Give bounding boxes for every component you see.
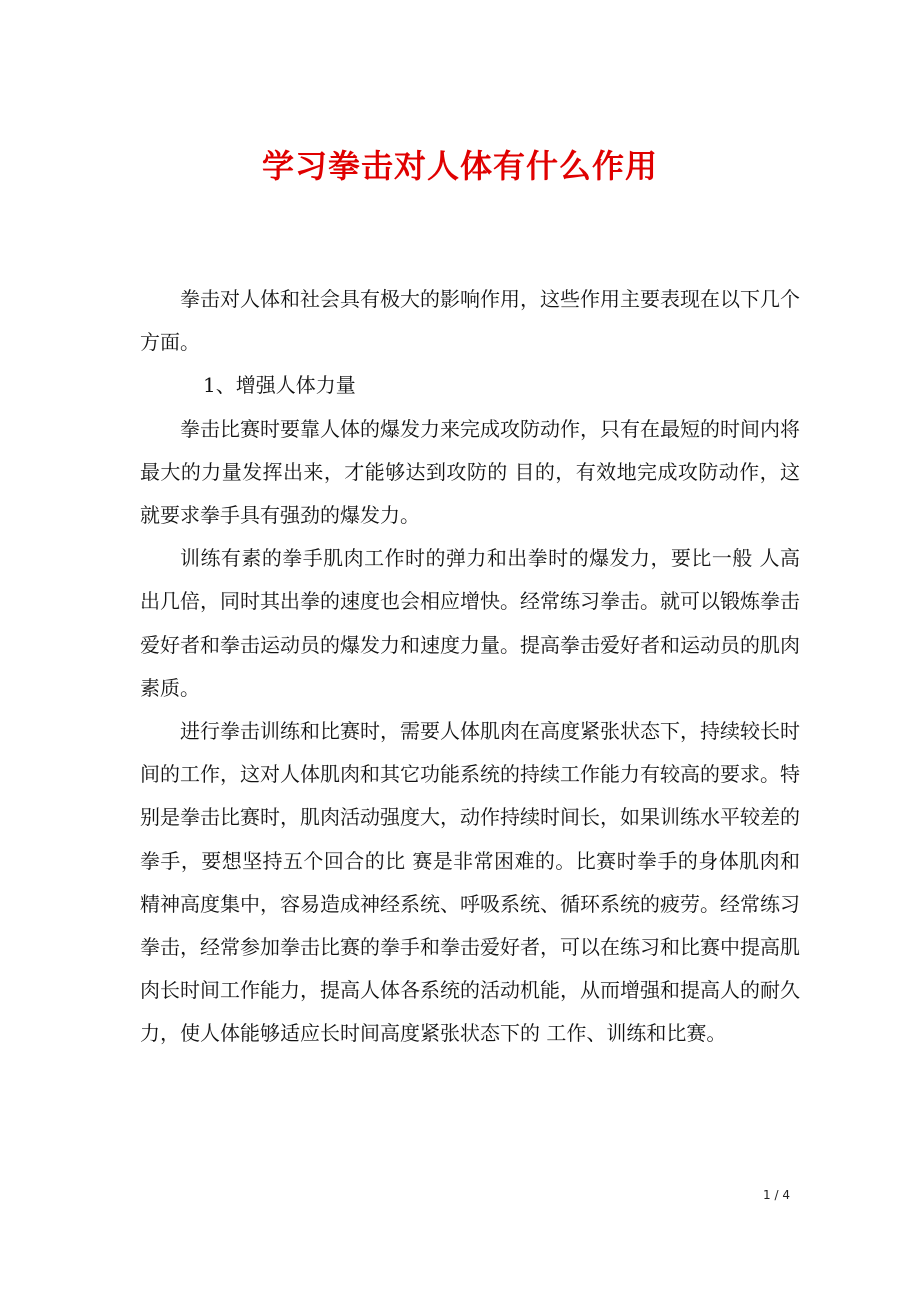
page-number: 1 / 4	[763, 1188, 790, 1202]
paragraph-intro: 拳击对人体和社会具有极大的影响作用，这些作用主要表现在以下几个方面。	[140, 287, 800, 355]
paragraph-explosive-power: 拳击比赛时要靠人体的爆发力来完成攻防动作，只有在最短的时间内将最大的力量发挥出来，才能够达到攻防的 目的，有效地完成攻防动作，这就要求拳手具有强劲的爆发力。	[140, 416, 800, 528]
document-title: 学习拳击对人体有什么作用	[261, 147, 658, 185]
paragraph-endurance: 进行拳击训练和比赛时，需要人体肌肉在高度紧张状态下，持续较长时间的工作，这对人体肌肉和其它功能系统的持续工作能力有较高的要求。特别是拳击比赛时，肌肉活动强度大，动作持续时间长，如果训练水平较差的拳手，要想坚持五个回合的比 赛是非常困难的。比赛时拳手的身体肌肉和精神高度集中，容易造成神经系统、呼吸系统、循环系统的疲劳。经常练习拳击，经常参加拳击比赛的拳手和拳击爱好者，可以在练习和比赛中提高肌肉长时间工作能力，提高人体各系统的活动机能，从而增强和提高人的耐久力，使人体能够适应长时间高度紧张状态下的 工作、训练和比赛。	[140, 719, 800, 1046]
document-body	[140, 278, 800, 1056]
paragraph-trained-boxers: 训练有素的拳手肌肉工作时的弹力和出拳时的爆发力，要比一般 人高出几倍，同时其出拳的速度也会相应增快。经常练习拳击。就可以锻炼拳击爱好者和拳击运动员的爆发力和速度力量。提高拳击爱好者和运动员的肌肉素质。	[140, 546, 800, 700]
section-heading-strength: 1、增强人体力量	[203, 373, 356, 398]
